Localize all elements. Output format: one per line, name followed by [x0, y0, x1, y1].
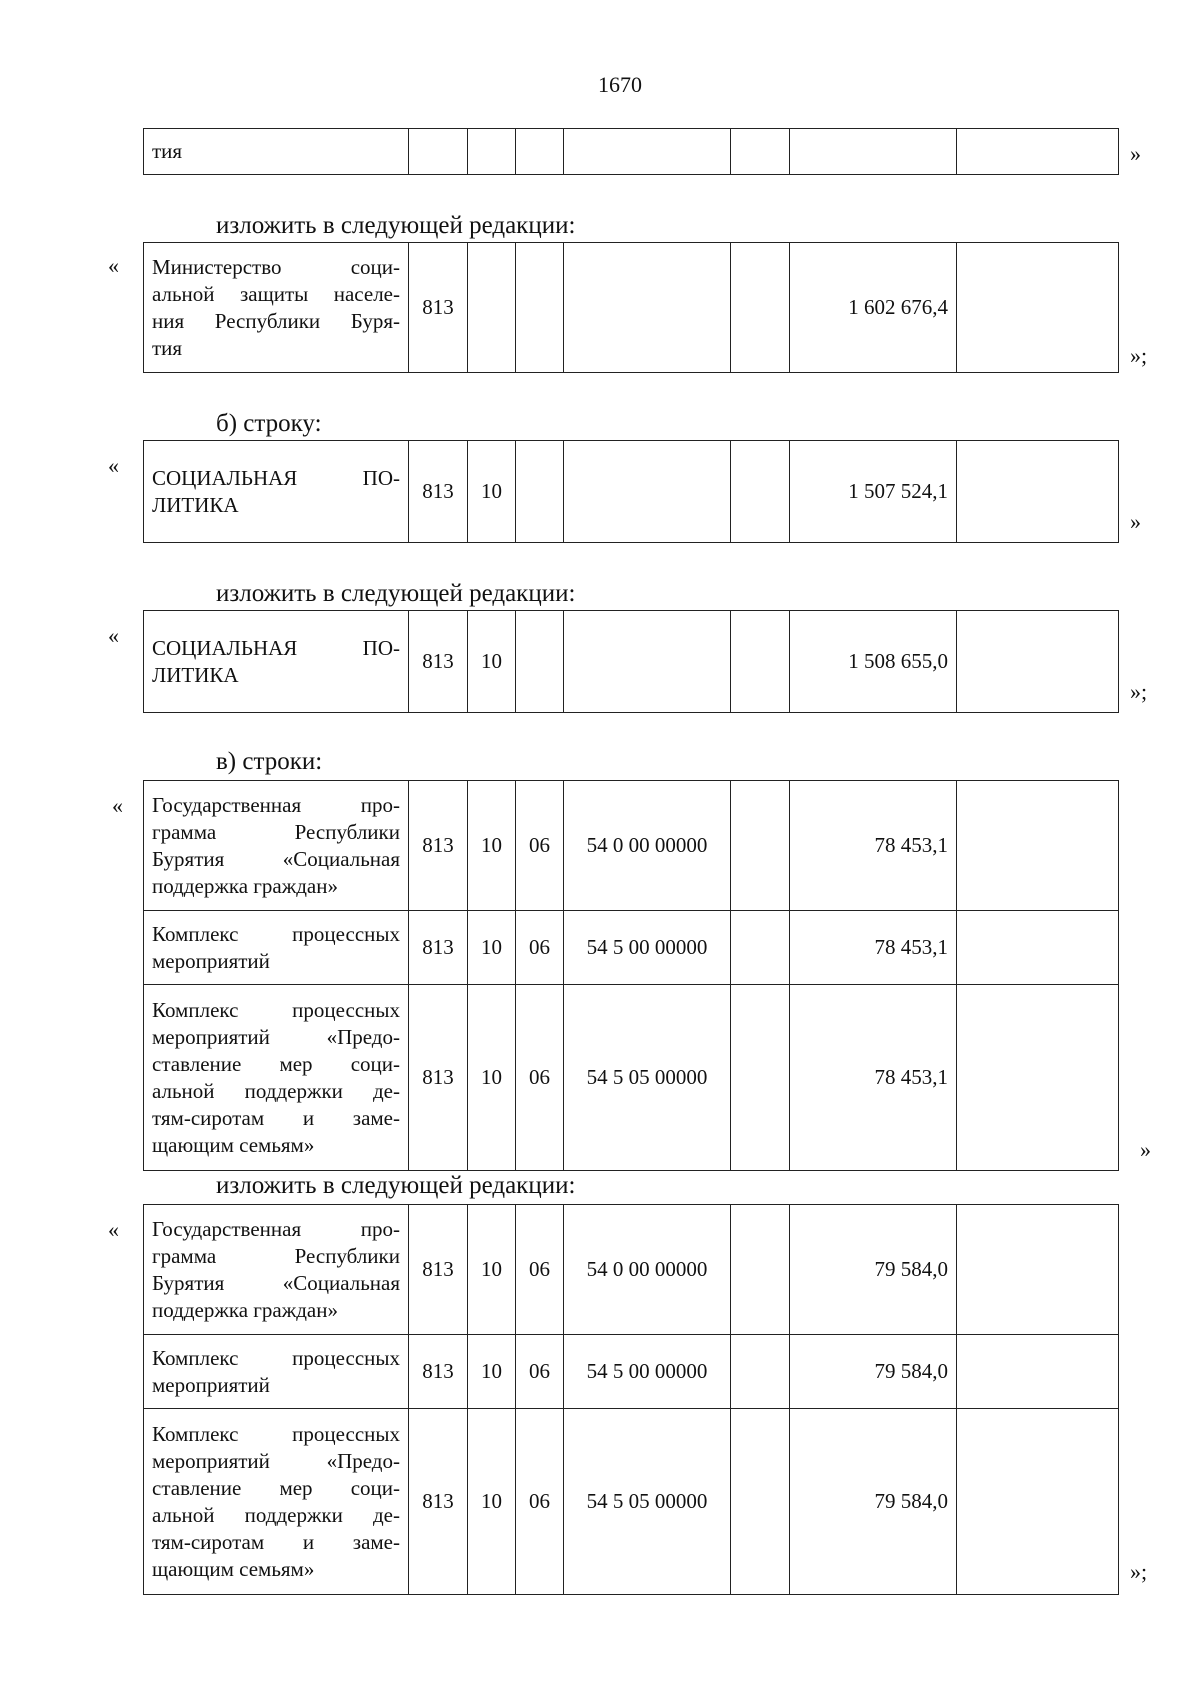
- grbs-code: 813: [409, 911, 468, 985]
- target-item-code: 54 0 00 00000: [564, 781, 731, 911]
- row-name: Министерство соци- альной защиты населе- ния Республики Буря- тия: [144, 243, 409, 373]
- row-name: Комплекс процессных мероприятий «Предо- ставление мер соци- альной поддержки де- тям-сиротам и заме- щающим семьям»: [144, 985, 409, 1171]
- subsection-code: 06: [516, 985, 564, 1171]
- row-name: тия: [144, 129, 409, 175]
- close-quote: »;: [1130, 343, 1148, 368]
- instruction-v: в) строки:: [216, 748, 323, 775]
- row-name: СОЦИАЛЬНАЯ ПО- ЛИТИКА: [144, 441, 409, 543]
- open-quote: «: [112, 793, 123, 818]
- grbs-code: 813: [409, 1205, 468, 1335]
- row-name: Комплекс процессных мероприятий «Предо- ставление мер соци- альной поддержки де- тям-сиротам и заме- щающим семьям»: [144, 1409, 409, 1595]
- instruction-edition-3: изложить в следующей редакции:: [216, 1172, 576, 1199]
- section-code: 10: [468, 441, 516, 543]
- sum-value: 1 508 655,0: [790, 611, 957, 713]
- target-item-code: 54 5 05 00000: [564, 985, 731, 1171]
- close-quote: »: [1130, 141, 1141, 166]
- row-name: СОЦИАЛЬНАЯ ПО- ЛИТИКА: [144, 611, 409, 713]
- row-name: Комплекс процессных мероприятий: [144, 911, 409, 985]
- open-quote: «: [108, 253, 119, 278]
- instruction-edition-2: изложить в следующей редакции:: [216, 580, 576, 607]
- sum-value: 1 602 676,4: [790, 243, 957, 373]
- budget-table-program-new: [143, 1204, 1119, 1595]
- sum-value: 79 584,0: [790, 1409, 957, 1595]
- sum-value: 78 453,1: [790, 985, 957, 1171]
- budget-table-social-policy-new: [143, 610, 1119, 713]
- grbs-code: 813: [409, 243, 468, 373]
- subsection-code: 06: [516, 1409, 564, 1595]
- target-item-code: 54 5 00 00000: [564, 911, 731, 985]
- row-name: Государственная про- грамма Республики Бурятия «Социальная поддержка граждан»: [144, 781, 409, 911]
- grbs-code: 813: [409, 441, 468, 543]
- close-quote: »: [1140, 1137, 1151, 1162]
- grbs-code: 813: [409, 1409, 468, 1595]
- sum-value: 1 507 524,1: [790, 441, 957, 543]
- row-name: Государственная про- грамма Республики Бурятия «Социальная поддержка граждан»: [144, 1205, 409, 1335]
- target-item-code: 54 5 00 00000: [564, 1335, 731, 1409]
- grbs-code: 813: [409, 1335, 468, 1409]
- close-quote: »;: [1130, 1559, 1148, 1584]
- subsection-code: 06: [516, 1335, 564, 1409]
- close-quote: »: [1130, 509, 1141, 534]
- instruction-b: б) строку:: [216, 410, 322, 437]
- table-row: [144, 129, 1119, 175]
- table-row: [144, 1205, 1119, 1335]
- table-row: [144, 781, 1119, 911]
- sum-value: 78 453,1: [790, 781, 957, 911]
- section-code: 10: [468, 1409, 516, 1595]
- section-code: 10: [468, 1205, 516, 1335]
- row-name: Комплекс процессных мероприятий: [144, 1335, 409, 1409]
- table-row: [144, 985, 1119, 1171]
- page-number: 1670: [598, 72, 642, 97]
- subsection-code: 06: [516, 1205, 564, 1335]
- target-item-code: 54 0 00 00000: [564, 1205, 731, 1335]
- sum-value: 79 584,0: [790, 1335, 957, 1409]
- budget-table-social-policy-old: [143, 440, 1119, 543]
- open-quote: «: [108, 623, 119, 648]
- instruction-edition-1: изложить в следующей редакции:: [216, 212, 576, 239]
- table-row: [144, 441, 1119, 543]
- section-code: 10: [468, 1335, 516, 1409]
- grbs-code: 813: [409, 985, 468, 1171]
- open-quote: «: [108, 1217, 119, 1242]
- budget-table-prev-tail: [143, 128, 1119, 175]
- section-code: 10: [468, 911, 516, 985]
- target-item-code: 54 5 05 00000: [564, 1409, 731, 1595]
- table-row: [144, 1409, 1119, 1595]
- subsection-code: 06: [516, 911, 564, 985]
- budget-table-program-old: [143, 780, 1119, 1171]
- close-quote: »;: [1130, 679, 1148, 704]
- sum-value: 78 453,1: [790, 911, 957, 985]
- budget-table-ministry-new: [143, 242, 1119, 373]
- table-row: [144, 911, 1119, 985]
- table-row: [144, 243, 1119, 373]
- table-row: [144, 611, 1119, 713]
- grbs-code: 813: [409, 781, 468, 911]
- subsection-code: 06: [516, 781, 564, 911]
- section-code: 10: [468, 985, 516, 1171]
- section-code: 10: [468, 781, 516, 911]
- sum-value: 79 584,0: [790, 1205, 957, 1335]
- section-code: 10: [468, 611, 516, 713]
- open-quote: «: [108, 453, 119, 478]
- table-row: [144, 1335, 1119, 1409]
- grbs-code: 813: [409, 611, 468, 713]
